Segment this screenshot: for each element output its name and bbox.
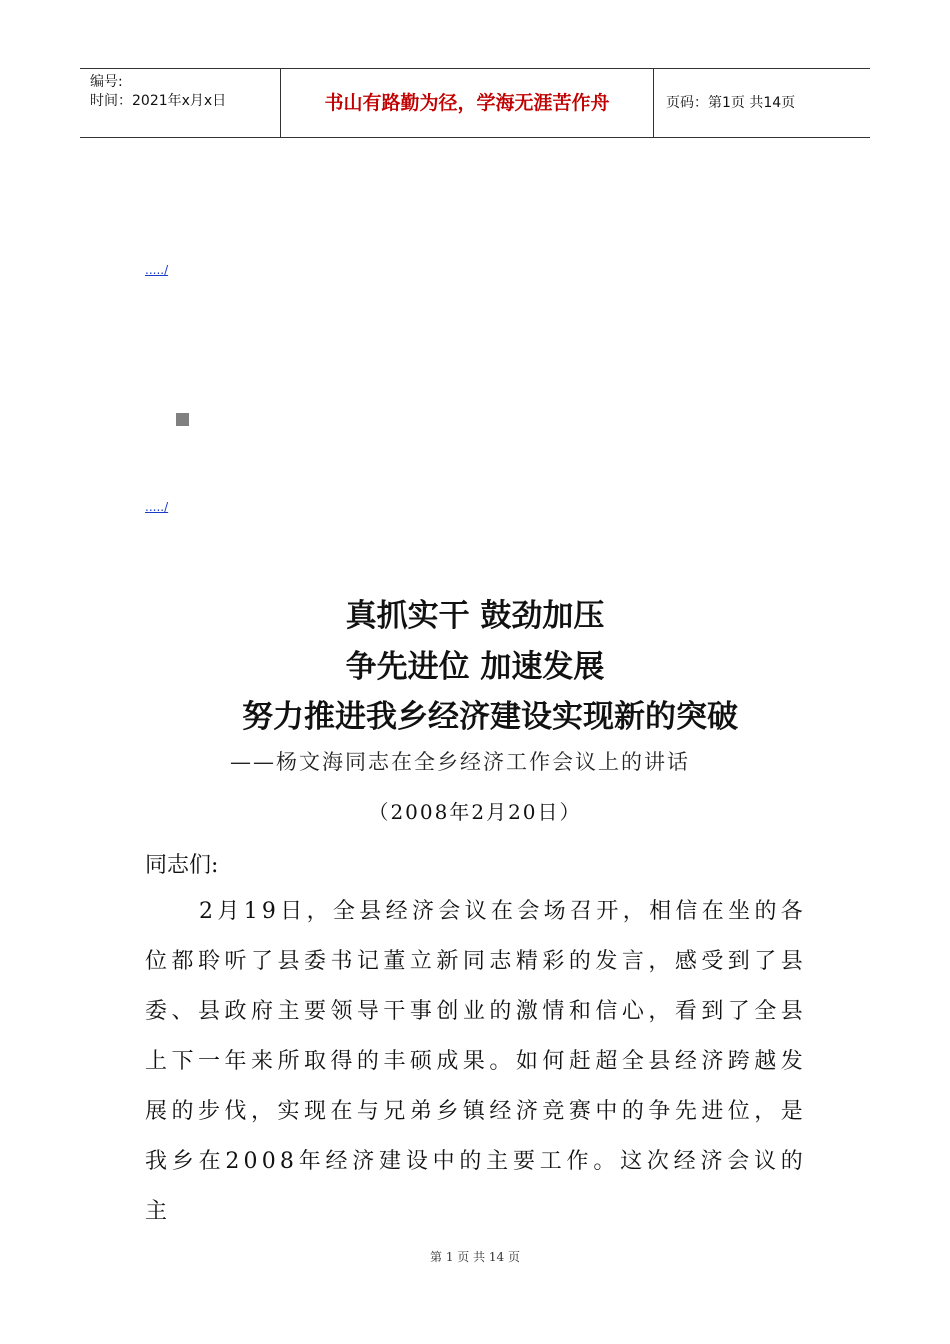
header-meta [80,69,281,137]
time-label: 时间：2021年x月x日 [90,93,227,109]
document-header [80,68,870,138]
image-placeholder-icon [176,413,189,426]
greeting: 同志们: [145,853,219,878]
title-line-3: 努力推进我乡经济建设实现新的突破 [242,699,738,735]
number-label: 编号: [90,74,123,90]
page-footer: 第 1 页 共 14 页 [430,1250,520,1264]
speech-subtitle: ——杨文海同志在全乡经济工作会议上的讲话 [230,750,690,774]
speech-date: （2008年2月20日） [368,800,582,824]
dots-link-1[interactable]: ...../ [145,263,169,277]
paragraph-1: 2月19日，全县经济会议在会场召开，相信在坐的各位都聆听了县委书记董立新同志精彩的发言，感受到了县委、县政府主要领导干事创业的激情和信心，看到了全县上下一年来所取得的丰硕成果。如何赶超全县经济跨越发展的步伐，实现在与兄弟乡镇经济竞赛中的争先进位，是我乡在2008年经济建设中的主要工作。这次经济会议的主 [145,899,807,1224]
header-motto: 书山有路勤为径，学海无涯苦作舟 [281,69,654,137]
title-line-2: 争先进位 加速发展 [345,649,605,685]
title-line-1: 真抓实干 鼓劲加压 [345,598,605,634]
dots-link-2[interactable]: ...../ [145,500,169,514]
header-page-info: 页码：第1页 共14页 [666,95,796,111]
body-text [145,887,807,1237]
